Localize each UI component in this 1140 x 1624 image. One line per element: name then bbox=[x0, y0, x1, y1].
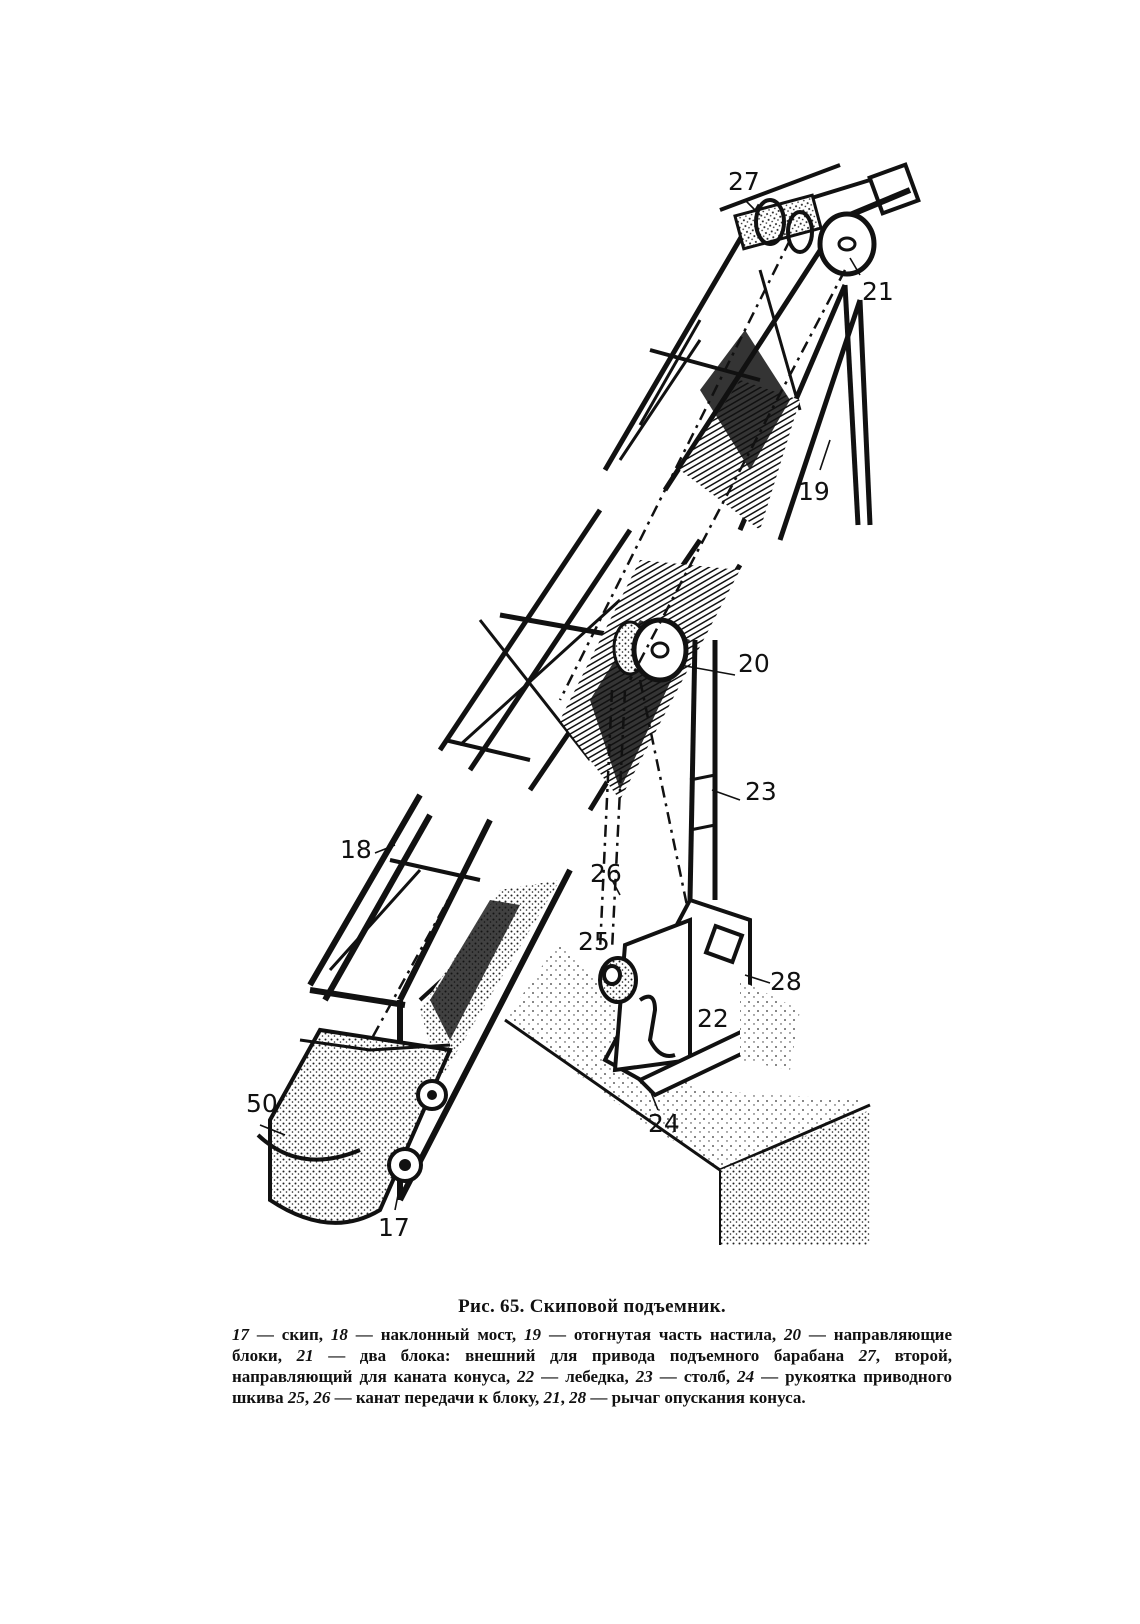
legend-text: , bbox=[304, 1388, 314, 1407]
skip-bucket-17 bbox=[258, 1030, 450, 1223]
legend-text: , bbox=[560, 1388, 570, 1407]
top-pulley-21 bbox=[820, 214, 874, 274]
legend-number: 20 bbox=[784, 1325, 801, 1344]
winch-22 bbox=[600, 900, 800, 1095]
legend-number: 26 bbox=[313, 1388, 331, 1407]
legend-number: 28 bbox=[569, 1388, 587, 1407]
legend-text: — канат передачи к блоку, bbox=[330, 1388, 544, 1407]
legend-number: 21 bbox=[543, 1388, 561, 1407]
legend-number: 19 bbox=[524, 1325, 542, 1344]
legend-text: — рукоятка приводного шкива bbox=[232, 1367, 953, 1407]
callout-24: 24 bbox=[648, 1109, 680, 1138]
legend-number: 18 bbox=[330, 1325, 348, 1344]
legend-text: — лебедка, bbox=[534, 1367, 636, 1386]
legend-text: — рычаг опускания конуса. bbox=[586, 1388, 806, 1407]
callout-23: 23 bbox=[745, 777, 777, 806]
callout-21: 21 bbox=[862, 277, 894, 306]
caption-title: Рис. 65. Скиповой подъемник. bbox=[458, 1296, 726, 1317]
legend-text: — столб, bbox=[652, 1367, 738, 1386]
legend-number: 21 bbox=[296, 1346, 314, 1365]
legend-number: 22 bbox=[517, 1367, 535, 1386]
legend-number: 23 bbox=[635, 1367, 653, 1386]
legend-text: — наклонный мост, bbox=[347, 1325, 525, 1344]
callout-28: 28 bbox=[770, 967, 802, 996]
legend-number: 17 bbox=[232, 1325, 249, 1344]
callout-26: 26 bbox=[590, 859, 622, 888]
legend-text: — направляющие блоки, bbox=[232, 1325, 953, 1365]
legend-text: — отогнутая часть настила, bbox=[541, 1325, 784, 1344]
legend-text: — два блока: внешний для привода подъемного барабана bbox=[313, 1346, 859, 1365]
legend-number: 27 bbox=[858, 1346, 876, 1365]
callout-17: 17 bbox=[378, 1213, 410, 1242]
callout-19: 19 bbox=[798, 477, 830, 506]
post-23 bbox=[690, 640, 715, 900]
figure-caption bbox=[232, 1296, 952, 1408]
callout-22: 22 bbox=[697, 1004, 729, 1033]
callout-50: 50 bbox=[246, 1089, 278, 1118]
callout-20: 20 bbox=[738, 649, 770, 678]
legend-number: 25 bbox=[287, 1388, 305, 1407]
legend-number: 24 bbox=[737, 1367, 755, 1386]
callout-25: 25 bbox=[578, 927, 610, 956]
callout-27: 27 bbox=[728, 167, 760, 196]
legend-text: — скип, bbox=[249, 1325, 331, 1344]
caption-legend bbox=[232, 1324, 952, 1408]
callout-18: 18 bbox=[340, 835, 372, 864]
guide-pulley-20 bbox=[614, 620, 686, 680]
legend-text: , второй, направляющий для каната конуса, bbox=[232, 1346, 952, 1386]
